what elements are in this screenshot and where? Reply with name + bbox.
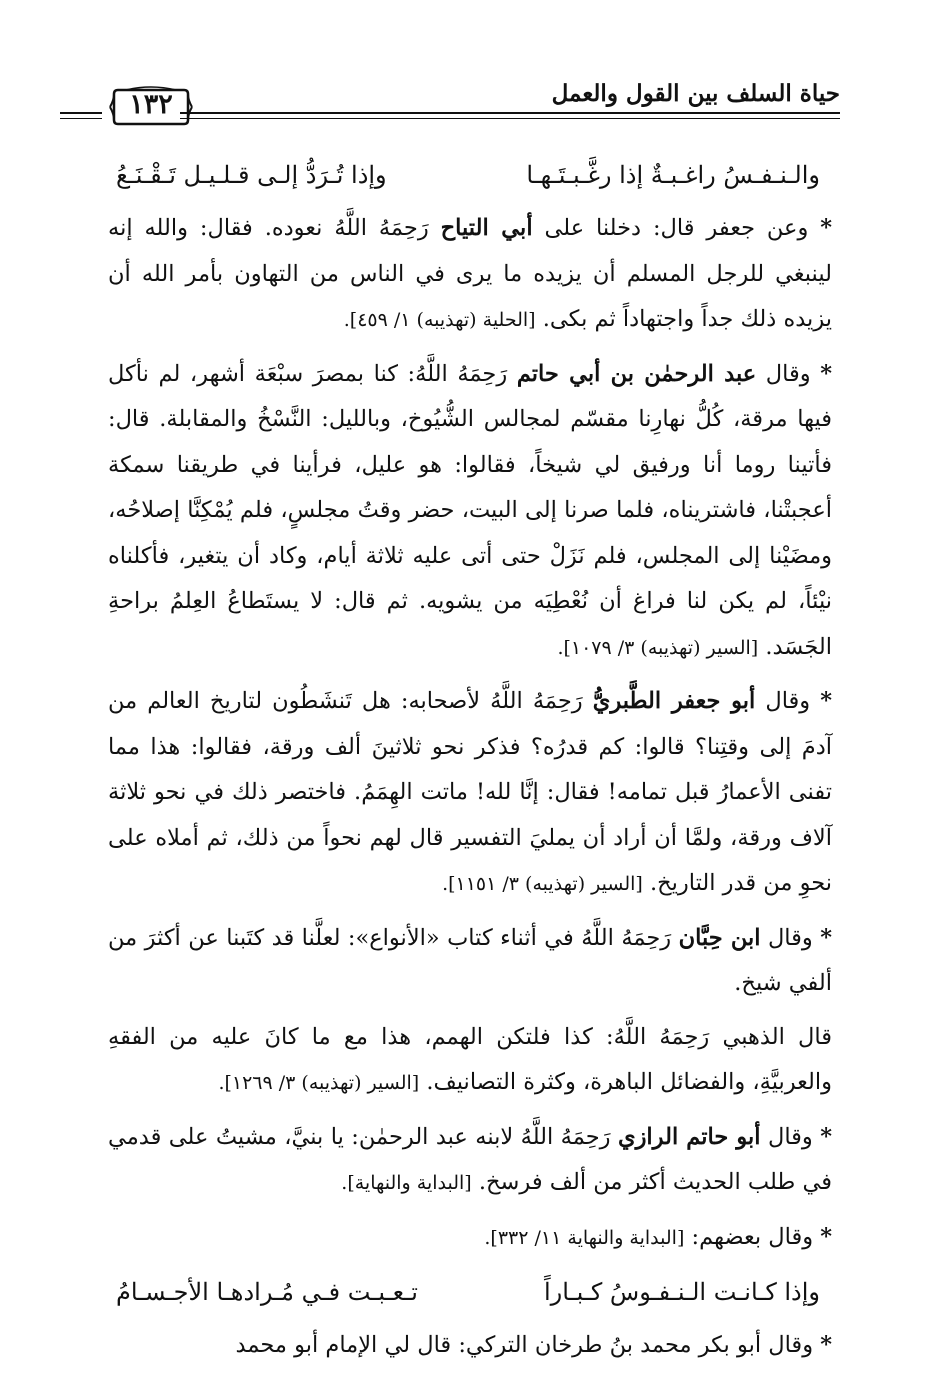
paragraph-text: وقال (765, 360, 811, 387)
header-rule-left (60, 118, 102, 119)
paragraph-text: رَحِمَهُ اللَّهُ لابنه عبد الرحمٰن: يا بنيَّ، مشيتُ على قدمي في طلب الحديث أكثر من ألف فرسخ. (108, 1123, 832, 1195)
paragraph-text: قال الذهبي رَحِمَهُ اللَّهُ: كذا فلتكن الهمم، هذا مع ما كانَ عليه من الفقهِ والعربيَّةِ، والفضائل الباهرة، وكثرة التصانيف. (108, 1023, 832, 1095)
paragraph-text: وقال أبو بكر محمد بنُ طرخان التركي: قال لي الإمام أبو محمد (235, 1332, 814, 1358)
source-reference: [السير (تهذيبه) ٣/ ١١٥١]. (442, 873, 643, 895)
scholar-name: أبو حاتم الرازي (617, 1123, 761, 1150)
paragraph-text: وقال (767, 924, 813, 951)
paragraph-text: وقال (765, 688, 811, 714)
source-reference: [البداية والنهاية]. (341, 1172, 472, 1194)
poetry-verse (108, 152, 832, 198)
paragraph-text: وعن جعفر قال: دخلنا على (544, 215, 809, 241)
page-content (108, 152, 832, 1369)
scholar-name: أبي التياح (440, 215, 533, 241)
header-rule (180, 118, 840, 119)
bullet-star-icon: * (820, 1123, 832, 1150)
paragraph-text: رَحِمَهُ اللَّهُ: كنا بمصرَ سبْعَة أشهر، لم نأكل فيها مرقة، كُلُّ نهارِنا مقسّم لمجالس الشُّيُوخ، وبالليل: النَّسْخُ والمقابلة. قال: فأتينا روما أنا ورفيق لي شيخاً، فقالوا: هو عليل، فرأينا في طريقنا سمكة أعجبتْنا، فاشتريناه، فلما صرنا إلى البيت، حضر وقتُ مجلسٍ، فلم يُمْكِنَّا إصلاحُه، ومضَيْنا إلى المجلس، فلم نَزَلْ حتى أتى عليه ثلاثة أيام، وكاد أن يتغير، فأكلناه نيْئاً، لم يكن لنا فراغ أن نُعْطِيَه من يشويه. ثم قال: لا يستَطاعُ العِلمُ براحةِ الجَسَد. (108, 360, 832, 660)
paragraph (108, 1323, 832, 1369)
paragraph-text: رَحِمَهُ اللَّهُ في أثناء كتاب «الأنواع»: لعلَّنا قد كتَبنا عن أكثرَ من ألفي شيخ. (108, 924, 832, 996)
bullet-star-icon: * (820, 924, 832, 951)
source-reference: [الحلية (تهذيبه) ١/ ٤٥٩]. (343, 309, 536, 331)
page-number-frame (108, 86, 194, 126)
bullet-star-icon: * (820, 688, 833, 714)
header-rule-left (60, 112, 102, 114)
paragraph-text: وقال بعضهم: (691, 1223, 814, 1250)
scholar-name: أبو جعفر الطَّبريُّ (592, 688, 756, 714)
paragraph (108, 916, 832, 1007)
paragraph-text: وقال (767, 1123, 813, 1150)
bullet-star-icon: * (820, 1332, 832, 1358)
bullet-star-icon: * (820, 1223, 832, 1250)
paragraph (108, 1115, 832, 1207)
verse-first-hemistich: والـنـفـسُ راغـبـةٌ إذا رغَّـبـتَـهـا (526, 161, 820, 189)
paragraph (108, 206, 832, 344)
page-number: ١٣٢ (129, 89, 173, 120)
scholar-name: عبد الرحمٰن بن أبي حاتم (516, 360, 757, 387)
verse-second-hemistich: تـعـبـت فـي مُـرادهـا الأجـسـامُ (116, 1278, 418, 1306)
paragraph (108, 1215, 832, 1262)
paragraph-text: رَحِمَهُ اللَّهُ لأصحابه: هل تَنشَطُون لتاريخ العالم من آدمَ إلى وقتِنا؟ قالوا: كم قدرُه؟ فذكر نحو ثلاثينَ ألف ورقة، فقالوا: هذا مما تفنى الأعمارُ قبل تمامه! فقال: إنَّا لله! ماتت الهِمَمُ. فاختصر ذلك في نحو ثلاثة آلاف ورقة، ولمَّا أن أراد أن يمليَ التفسير قال لهم نحواً من ذلك، ثم أملاه على نحوِ من قدر التاريخ. (108, 688, 832, 896)
source-reference: [البداية والنهاية ١١/ ٣٣٢]. (484, 1226, 685, 1249)
bullet-star-icon: * (820, 215, 833, 241)
source-reference: [السير (تهذيبه) ٣/ ١٢٦٩]. (218, 1072, 420, 1094)
paragraph (108, 352, 832, 672)
paragraph (108, 679, 832, 908)
poetry-verse (108, 1269, 832, 1315)
paragraph (108, 1015, 832, 1107)
verse-first-hemistich: وإذا كـانـت الـنـفـوسُ كـبـاراً (544, 1278, 820, 1306)
bullet-star-icon: * (820, 360, 833, 387)
running-title: حياة السلف بين القول والعمل (551, 80, 840, 107)
paragraph-text: رَحِمَهُ اللَّهُ نعوده. فقال: والله إنه لينبغي للرجل المسلم أن يزيده ما يرى في الناس من التهاون بأمر الله أن يزيده ذلك جداً واجتهاداً ثم بكى. (108, 215, 832, 332)
header-rule (180, 112, 840, 114)
verse-second-hemistich: وإذا تُـرَدُّ إلـى قـلـيـل تَـقْـنَـعُ (116, 161, 387, 189)
page-header (60, 62, 840, 132)
source-reference: [السير (تهذيبه) ٣/ ١٠٧٩]. (557, 636, 759, 659)
scholar-name: ابن حِبَّان (678, 924, 761, 951)
